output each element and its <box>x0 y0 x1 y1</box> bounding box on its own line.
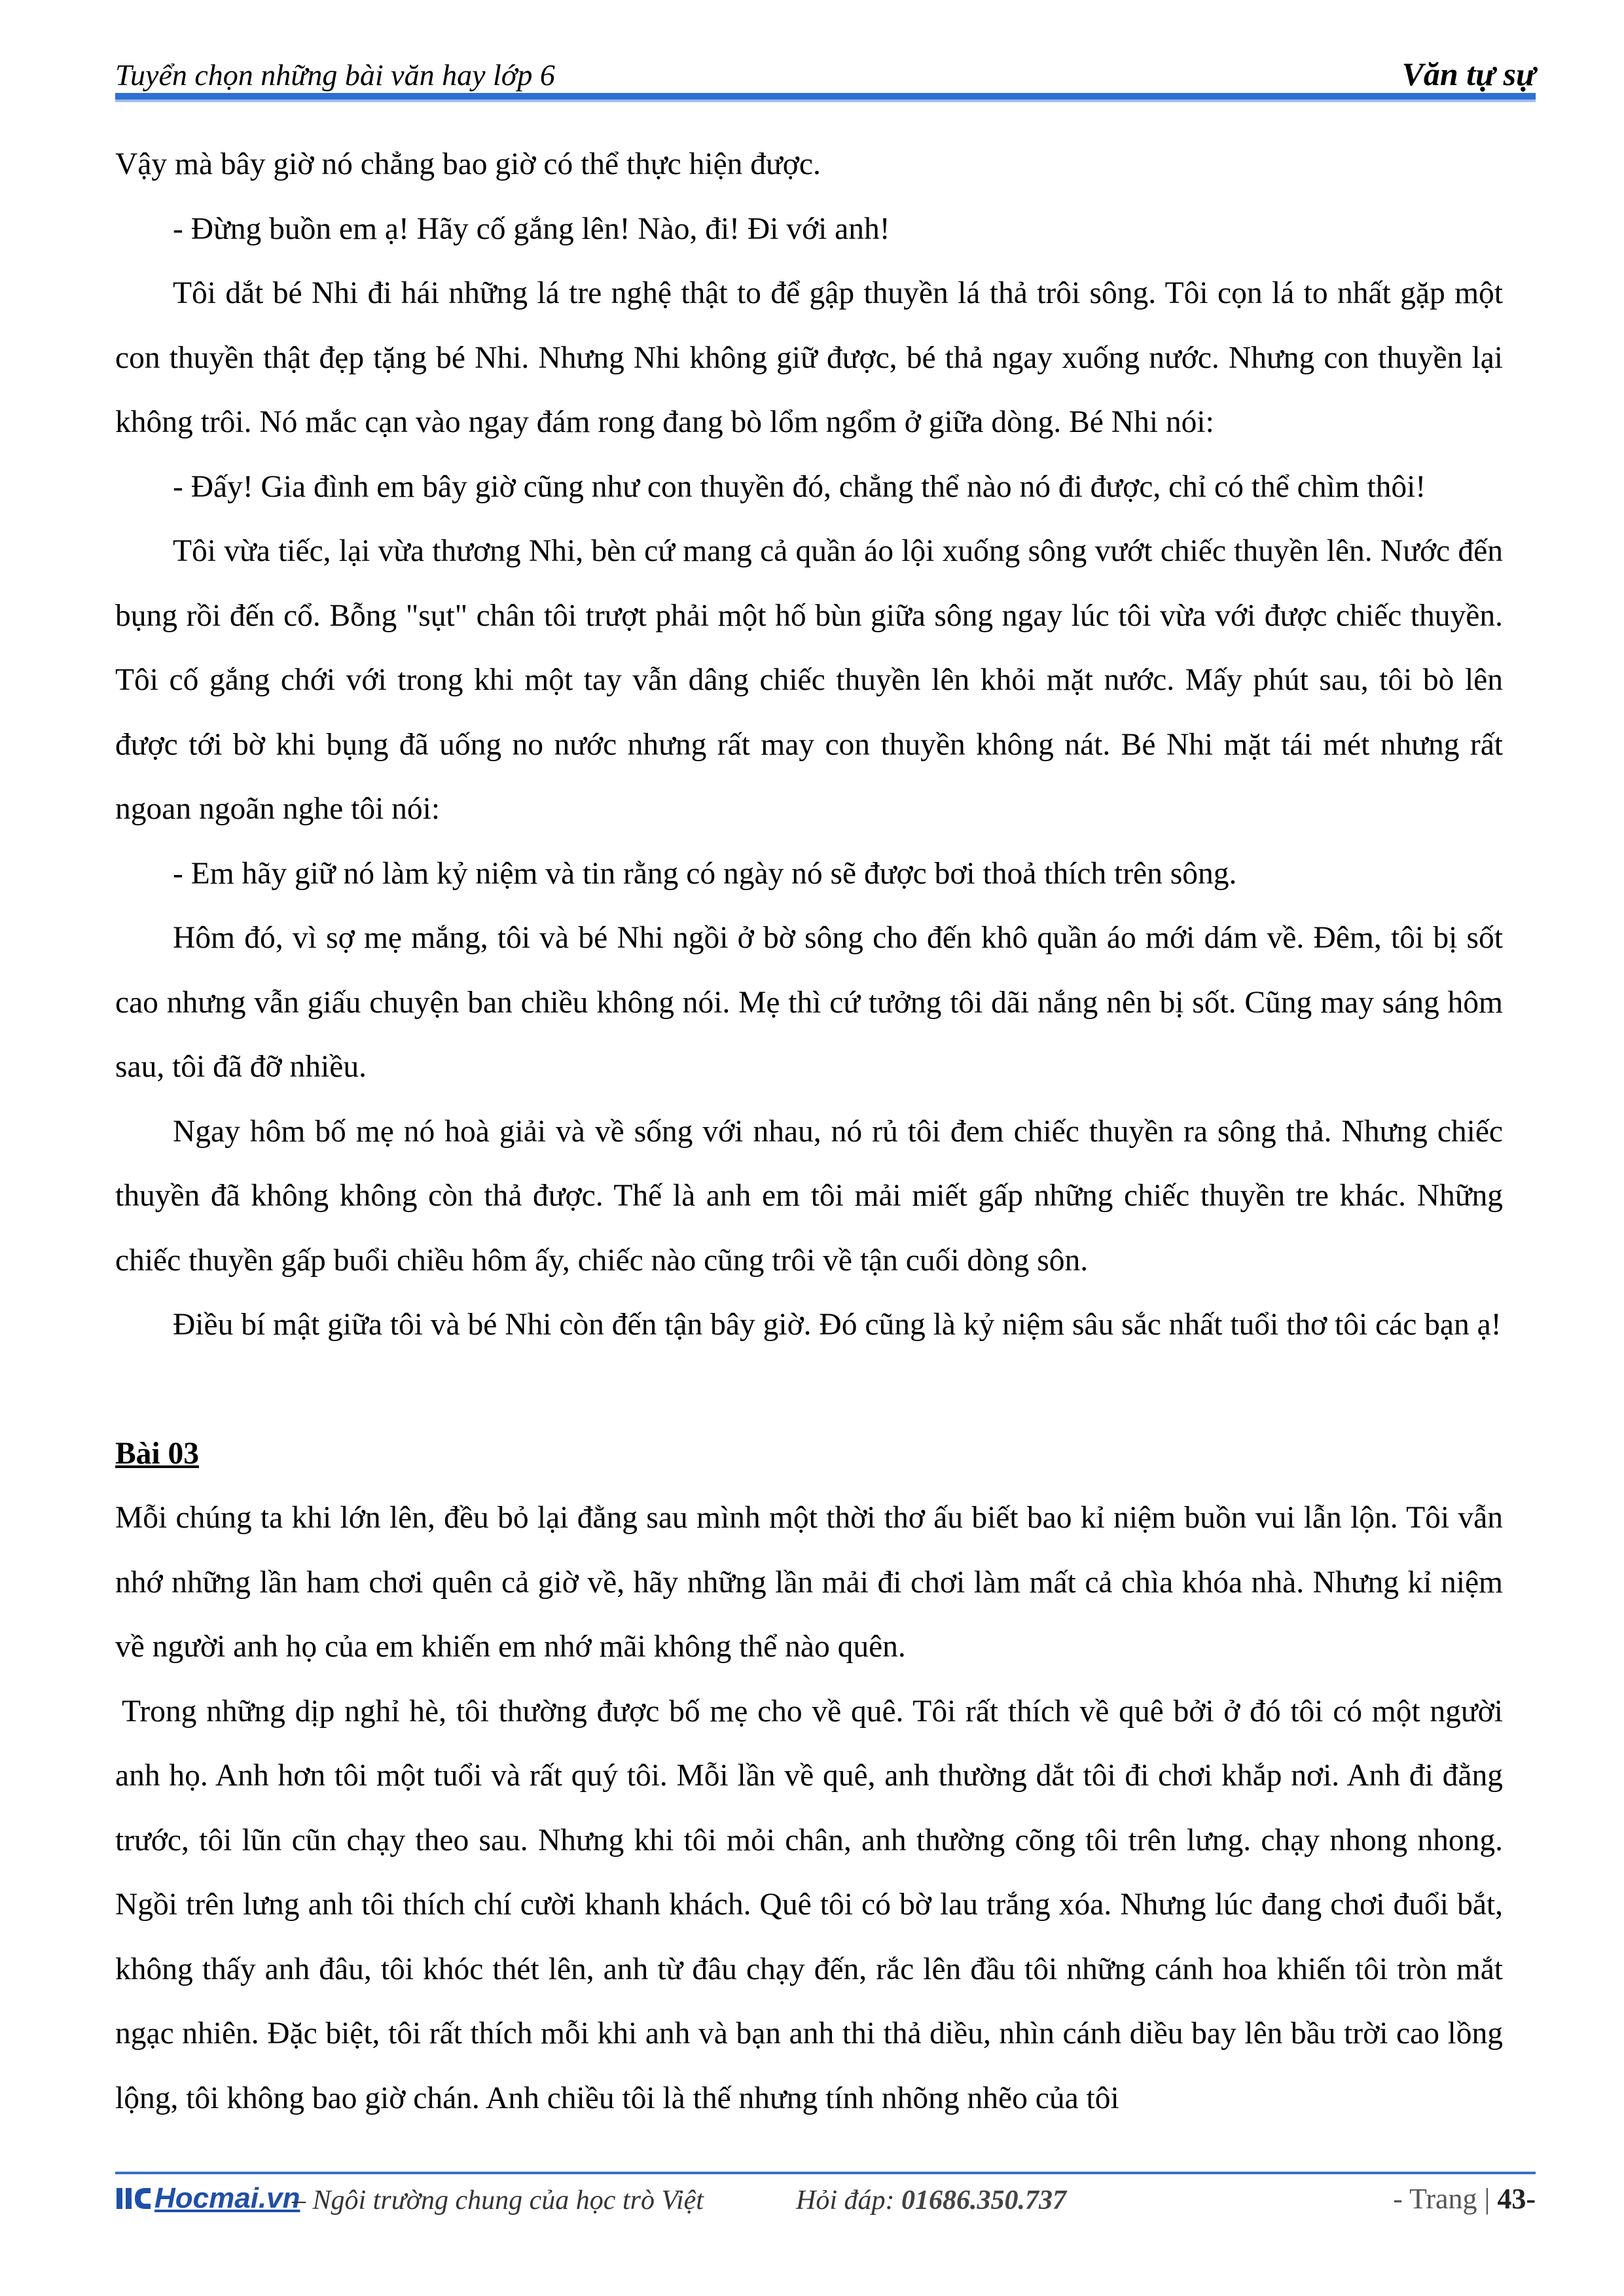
section-heading: Bài 03 <box>115 1436 200 1471</box>
hocmai-logo-icon <box>115 2183 152 2213</box>
hocmai-link[interactable]: Hocmai.vn <box>154 2182 300 2214</box>
page-header <box>115 51 1536 99</box>
hotline-label: Hỏi đáp: <box>796 2185 901 2215</box>
header-divider <box>115 93 1536 99</box>
paragraph: - Em hãy giữ nó làm kỷ niệm và tin rằng có ngày nó sẽ được bơi thoả thích trên sông. <box>173 856 1237 891</box>
page-number <box>1393 2182 1536 2215</box>
paragraph: Tôi dắt bé Nhi đi hái những lá tre nghệ thật to để gập thuyền lá thả trôi sông. Tôi cọn lá to nhất gặp một con thuyền thật đẹp tặng bé Nhi. Nhưng Nhi không giữ được, bé thả ngay xuống nước. Nhưng con thuyền lại không trôi. Nó mắc cạn vào ngay đám rong đang bò lổm ngổm ở giữa dòng. Bé Nhi nói: <box>115 276 1503 439</box>
footer-hotline <box>796 2185 1066 2216</box>
page-number-value: 43- <box>1497 2183 1536 2215</box>
document-title: Tuyển chọn những bài văn hay lớp 6 <box>115 58 555 92</box>
footer-divider <box>115 2172 1536 2174</box>
hocmai-logo[interactable] <box>115 2182 300 2215</box>
page-footer <box>115 2172 1536 2224</box>
footer-tagline: – Ngôi trường chung của học trò Việt <box>292 2185 704 2215</box>
paragraph: - Đấy! Gia đình em bây giờ cũng như con thuyền đó, chẳng thể nào nó đi được, chỉ có thể chìm thôi! <box>173 469 1426 504</box>
page-prefix: - Trang | <box>1393 2183 1498 2215</box>
paragraph: - Đừng buồn em ạ! Hãy cố gắng lên! Nào, đi! Đi với anh! <box>173 211 890 246</box>
paragraph: Mỗi chúng ta khi lớn lên, đều bỏ lại đằng sau mình một thời thơ ấu biết bao kỉ niệm buồn vui lẫn lộn. Tôi vẫn nhớ những lần ham chơi quên cả giờ về, hãy những lần mải đi chơi làm mất cả chìa khóa nhà. Nhưng kỉ niệm về người anh họ của em khiến em nhớ mãi không thể nào quên. <box>115 1501 1503 1664</box>
paragraph: Trong những dịp nghỉ hè, tôi thường được bố mẹ cho về quê. Tôi rất thích về quê bởi ở đó tôi có một người anh họ. Anh hơn tôi một tuổi và rất quý tôi. Mỗi lần về quê, anh thường dắt tôi đi chơi khắp nơi. Anh đi đằng trước, tôi lũn cũn chạy theo sau. Nhưng khi tôi mỏi chân, anh thường cõng tôi trên lưng. chạy nhong nhong. Ngồi trên lưng anh tôi thích chí cười khanh khách. Quê tôi có bờ lau trắng xóa. Nhưng lúc đang chơi đuổi bắt, không thấy anh đâu, tôi khóc thét lên, anh từ đâu chạy đến, rắc lên đầu tôi những cánh hoa khiến tôi tròn mắt ngạc nhiên. Đặc biệt, tôi rất thích mỗi khi anh và bạn anh thi thả diều, nhìn cánh diều bay lên bầu trời cao lồng lộng, tôi không bao giờ chán. Anh chiều tôi là thế nhưng tính nhõng nhẽo của tôi <box>115 1694 1503 2115</box>
paragraph: Vậy mà bây giờ nó chẳng bao giờ có thể thực hiện được. <box>115 147 821 181</box>
paragraph: Hôm đó, vì sợ mẹ mắng, tôi và bé Nhi ngồi ở bờ sông cho đến khô quần áo mới dám về. Đêm, tôi bị sốt cao nhưng vẫn giấu chuyện ban chiều không nói. Mẹ thì cứ tưởng tôi dãi nắng nên bị sốt. Cũng may sáng hôm sau, tôi đã đỡ nhiều. <box>115 921 1503 1084</box>
section-label: Văn tự sự <box>1401 56 1536 92</box>
hotline-number: 01686.350.737 <box>901 2185 1066 2215</box>
paragraph: Tôi vừa tiếc, lại vừa thương Nhi, bèn cứ mang cả quần áo lội xuống sông vướt chiếc thuyền lên. Nước đến bụng rồi đến cổ. Bỗng "sụt" chân tôi trượt phải một hố bùn giữa sông ngay lúc tôi vừa với được chiếc thuyền. Tôi cố gắng chới với trong khi một tay vẫn dâng chiếc thuyền lên khỏi mặt nước. Mấy phút sau, tôi bò lên được tới bờ khi bụng đã uống no nước nhưng rất may con thuyền không nát. Bé Nhi mặt tái mét nhưng rất ngoan ngoãn nghe tôi nói: <box>115 534 1503 826</box>
paragraph: Điều bí mật giữa tôi và bé Nhi còn đến tận bây giờ. Đó cũng là kỷ niệm sâu sắc nhất tuổi thơ tôi các bạn ạ! <box>173 1308 1502 1342</box>
paragraph: Ngay hôm bố mẹ nó hoà giải và về sống với nhau, nó rủ tôi đem chiếc thuyền ra sông thả. Nhưng chiếc thuyền đã không không còn thả được. Thế là anh em tôi mải miết gấp những chiếc thuyền tre khác. Những chiếc thuyền gấp buổi chiều hôm ấy, chiếc nào cũng trôi về tận cuối dòng sôn. <box>115 1114 1503 1278</box>
document-body <box>115 132 1503 2130</box>
